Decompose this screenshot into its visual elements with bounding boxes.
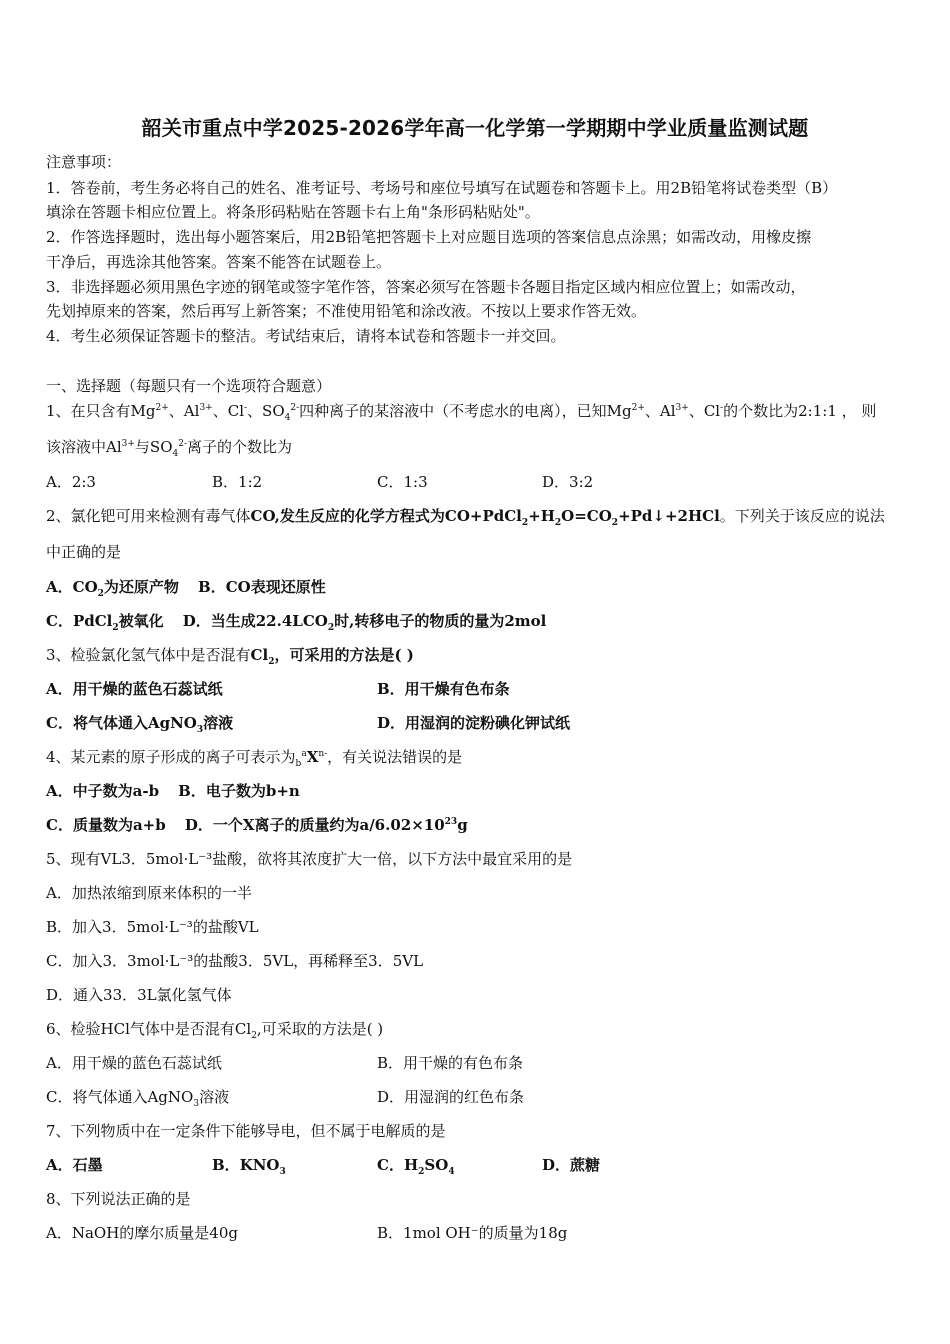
question-2-options-cd — [46, 611, 906, 631]
notice-heading: 注意事项： — [46, 153, 122, 171]
question-1-stem: 1、在只含有$Mg^{2+}$、$Al^{3+}$、Cl-、$SO_4^{2-}$四种离子的某溶液中（不考虑水的电离），已知$Mg^{2+}$、$Al^{3+}$、Cl-的个数比为2:1:1 ， 则 — [46, 402, 877, 423]
option-a[interactable]: A．2:3 — [46, 473, 96, 491]
question-4-options-cd — [46, 815, 906, 835]
question-2-stem: 2、氯化钯可用来检测有毒气体CO,发生反应的化学方程式为$CO+PdCl_2+H_2O=CO_2+Pd↓+2HCl$。下列关于该反应的说法 — [46, 507, 885, 528]
option-a[interactable]: A．加热浓缩到原来体积的一半 — [46, 884, 252, 902]
option-a[interactable]: A．$CO_2$为还原产物 — [46, 578, 179, 599]
page-title: 韶关市重点中学2025-2026学年高一化学第一学期期中学业质量监测试题 — [141, 116, 809, 140]
option-a[interactable]: A．中子数为a-b — [46, 782, 160, 800]
option-c[interactable]: C．质量数为a+b — [46, 816, 166, 834]
question-4-options-ab — [46, 781, 906, 801]
option-b[interactable]: B．1:2 — [212, 473, 263, 491]
question-2-options-ab — [46, 577, 906, 597]
question-5-stem: 5、现有VL3．5mol·L⁻³盐酸，欲将其浓度扩大一倍，以下方法中最宜采用的是 — [46, 850, 573, 868]
option-c[interactable]: C．将气体通入AgNO$_3$溶液 — [46, 714, 234, 735]
option-b[interactable]: B．用干燥有色布条 — [377, 680, 510, 698]
notice-line: 1．答卷前，考生务必将自己的姓名、准考证号、考场号和座位号填写在试题卷和答题卡上。用2B铅笔将试卷类型（B） — [46, 179, 838, 197]
option-d[interactable]: D．当生成$22.4LCO_2$时,转移电子的物质的量为2mol — [182, 612, 547, 633]
option-b[interactable]: B．CO表现还原性 — [198, 578, 326, 596]
question-2-stem-cont: 中正确的是 — [46, 543, 122, 561]
option-b[interactable]: B．用干燥的有色布条 — [377, 1054, 524, 1072]
section-heading: 一、选择题（每题只有一个选项符合题意） — [46, 377, 332, 395]
option-d[interactable]: D．3:2 — [542, 473, 594, 491]
notice-line: 3．非选择题必须用黑色字迹的钢笔或签字笔作答，答案必须写在答题卡各题目指定区域内相应位置上；如需改动， — [46, 278, 806, 296]
option-d[interactable]: D．用湿润的淀粉碘化钾试纸 — [377, 714, 571, 732]
question-1-stem-cont: 该溶液中$Al^{3+}$与$SO_4^{2-}$离子的个数比为 — [46, 438, 293, 459]
question-7-stem: 7、下列物质中在一定条件下能够导电，但不属于电解质的是 — [46, 1122, 446, 1140]
notice-line: 干净后，再选涂其他答案。答案不能答在试题卷上。 — [46, 253, 392, 271]
option-b[interactable]: B．电子数为b+n — [178, 782, 300, 800]
option-d[interactable]: D．通入33．3L氯化氢气体 — [46, 986, 232, 1004]
notice-line: 先划掉原来的答案，然后再写上新答案；不准使用铅笔和涂改液。不按以上要求作答无效。 — [46, 302, 647, 320]
option-c[interactable]: C．$H_2SO_4$ — [377, 1156, 455, 1177]
option-b[interactable]: B．加入3．5mol·L⁻³的盐酸VL — [46, 918, 259, 936]
option-a[interactable]: A．石墨 — [46, 1156, 103, 1174]
option-c[interactable]: C．1:3 — [377, 473, 428, 491]
question-4-stem: 4、某元素的原子形成的离子可表示为$_b^aX^{n-}$，有关说法错误的是 — [46, 748, 463, 769]
option-a[interactable]: A．NaOH的摩尔质量是40g — [46, 1224, 238, 1242]
notice-line: 填涂在答题卡相应位置上。将条形码粘贴在答题卡右上角"条形码粘贴处"。 — [46, 203, 540, 221]
notice-line: 4．考生必须保证答题卡的整洁。考试结束后，请将本试卷和答题卡一并交回。 — [46, 327, 566, 345]
option-d[interactable]: D．用湿润的红色布条 — [377, 1088, 525, 1106]
option-b[interactable]: B．$KNO_3$ — [212, 1156, 286, 1177]
notice-line: 2．作答选择题时，选出每小题答案后，用2B铅笔把答题卡上对应题目选项的答案信息点涂黑；如需改动，用橡皮擦 — [46, 228, 812, 246]
question-8-stem: 8、下列说法正确的是 — [46, 1190, 191, 1208]
option-a[interactable]: A．用干燥的蓝色石蕊试纸 — [46, 680, 223, 698]
question-3-stem: 3、检验氯化氢气体中是否混有$Cl_2$，可采用的方法是( ) — [46, 646, 414, 667]
option-a[interactable]: A．用干燥的蓝色石蕊试纸 — [46, 1054, 222, 1072]
option-b[interactable]: B．1mol OH⁻的质量为18g — [377, 1224, 568, 1242]
option-c[interactable]: C．将气体通入AgNO$_3$溶液 — [46, 1088, 230, 1109]
option-d[interactable]: D．一个X离子的质量约为$a/6.02\times 10^{23}g$ — [184, 816, 468, 834]
option-d[interactable]: D．蔗糖 — [542, 1156, 601, 1174]
question-6-stem: 6、检验HCl气体中是否混有$Cl_2$,可采取的方法是( ) — [46, 1020, 384, 1041]
option-c[interactable]: C．PdCl$_2$被氧化 — [46, 612, 164, 633]
option-c[interactable]: C．加入3．3mol·L⁻³的盐酸3．5VL，再稀释至3．5VL — [46, 952, 424, 970]
